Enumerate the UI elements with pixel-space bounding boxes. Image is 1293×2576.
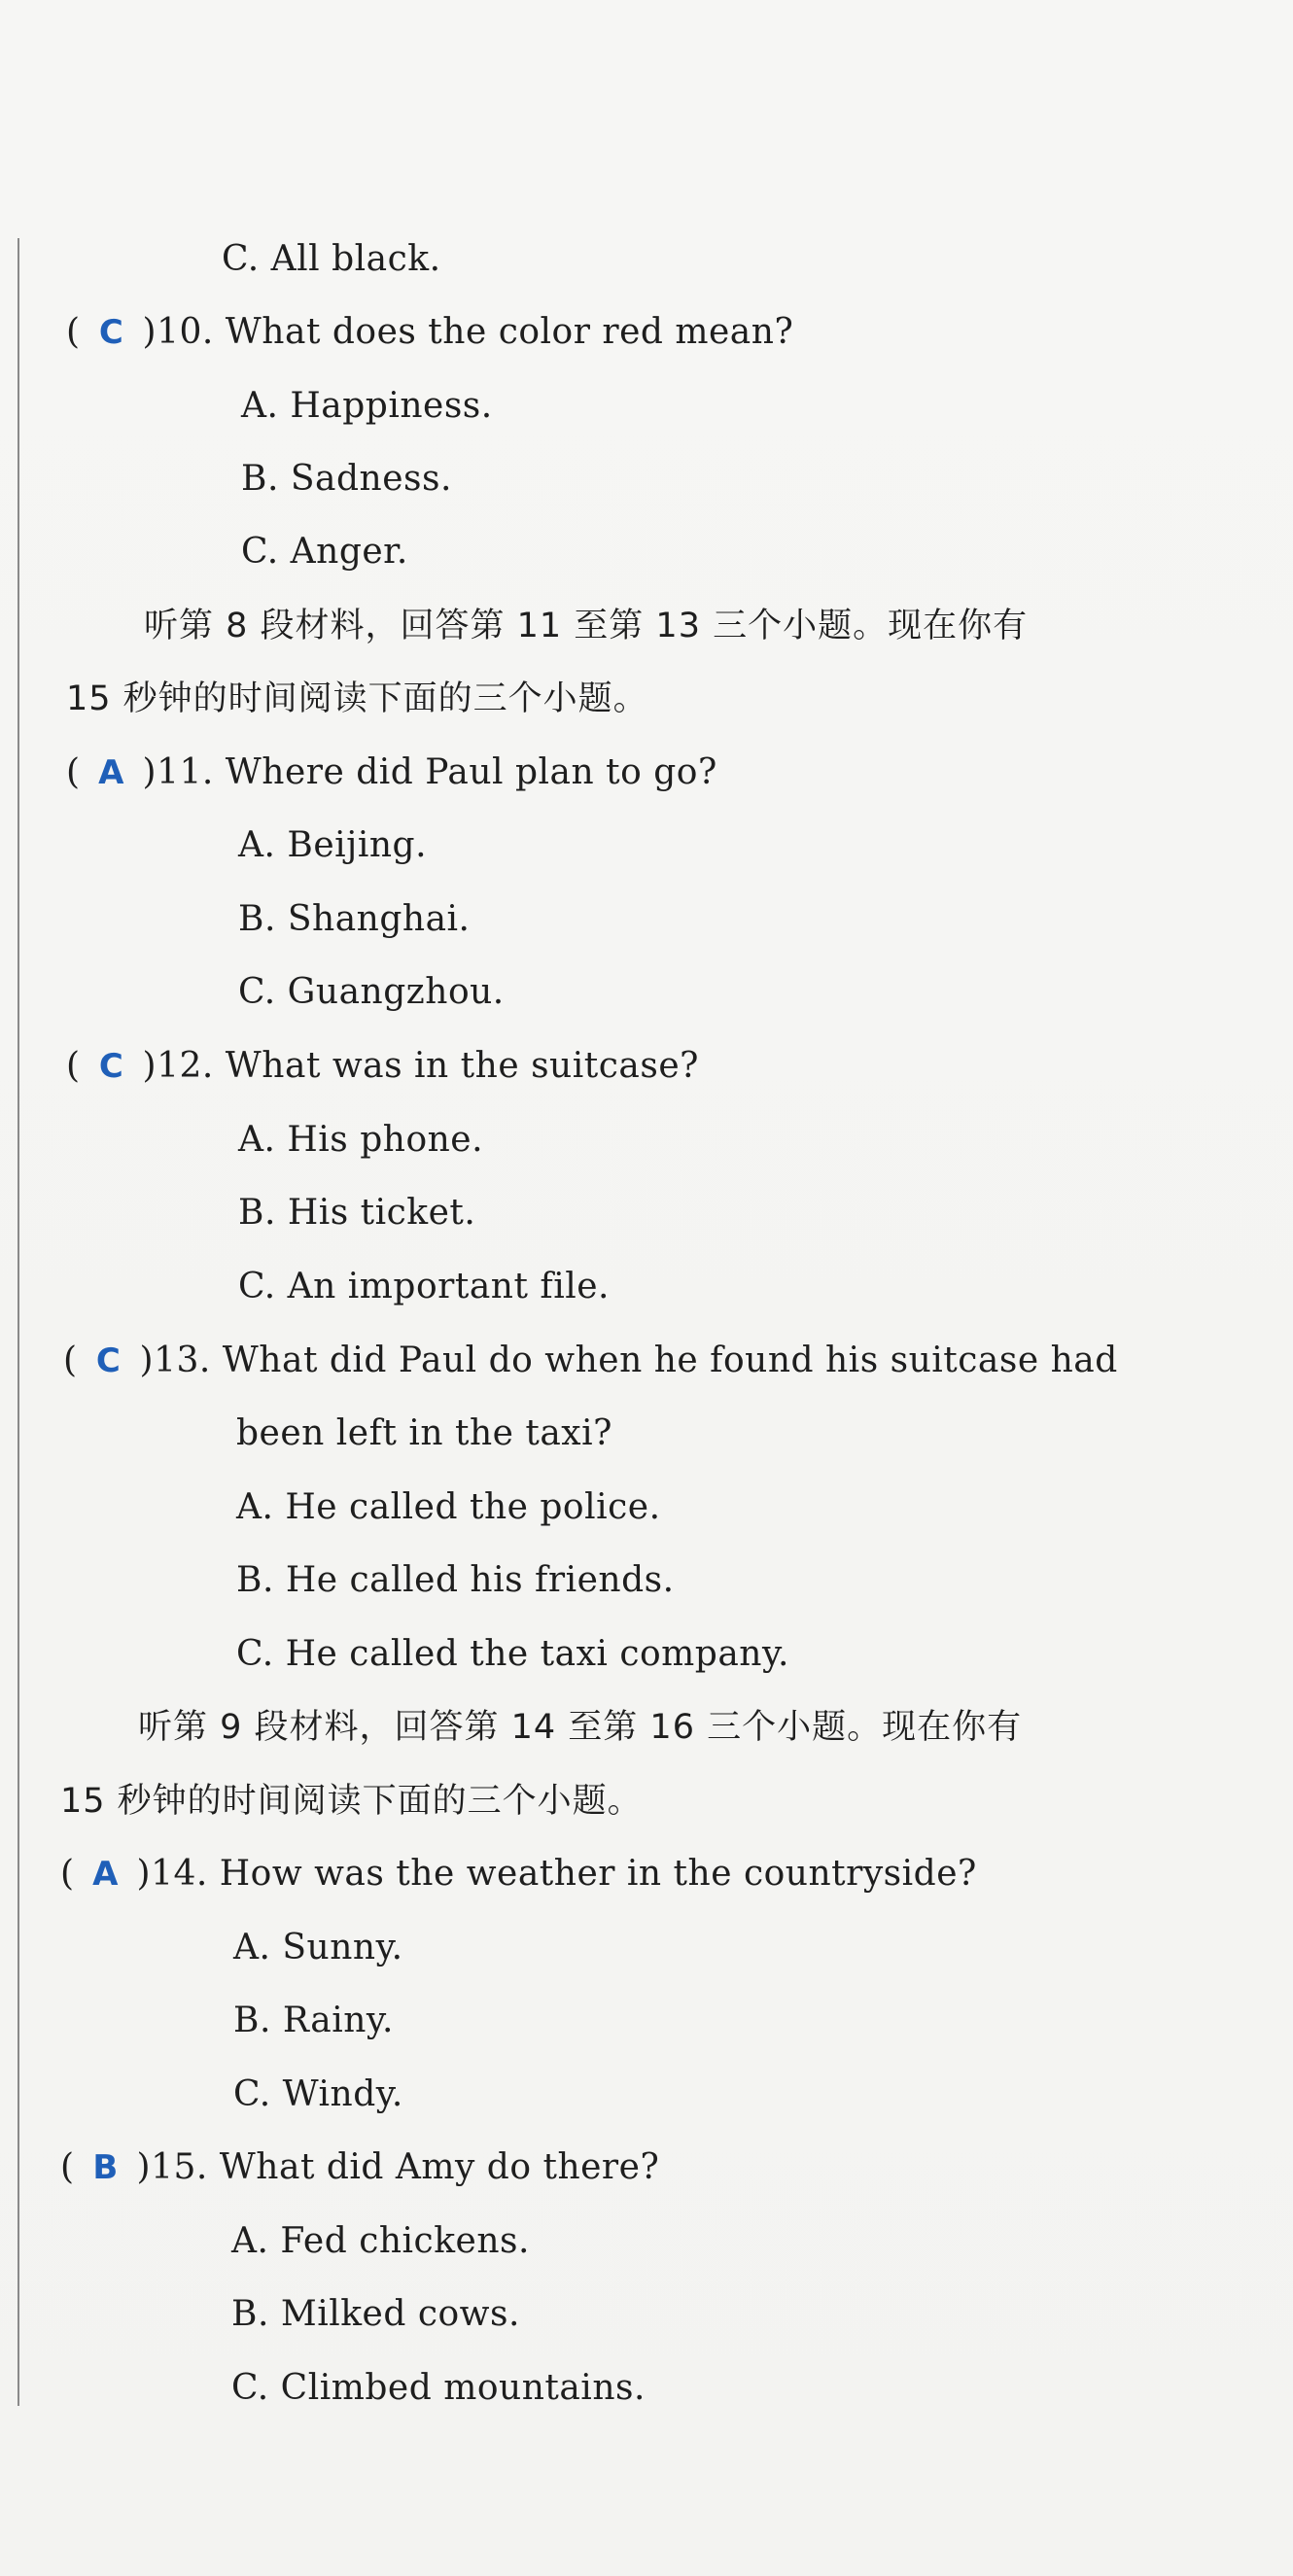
option-c-carryover: C. All black. bbox=[222, 239, 441, 279]
question-15 bbox=[60, 2146, 659, 2189]
answer-15: B bbox=[92, 2148, 119, 2187]
question-13 bbox=[63, 1340, 1118, 1382]
answer-14: A bbox=[92, 1855, 119, 1894]
question-12 bbox=[66, 1045, 699, 1088]
question-15-text: )15. What did Amy do there? bbox=[136, 2147, 660, 2187]
paren-open: ( bbox=[66, 1046, 81, 1086]
answer-12: C bbox=[98, 1047, 124, 1086]
q11-option-b: B. Shanghai. bbox=[238, 899, 471, 939]
answer-10: C bbox=[98, 313, 124, 352]
q14-option-b: B. Rainy. bbox=[233, 2001, 394, 2040]
q13-option-b: B. He called his friends. bbox=[236, 1560, 675, 1600]
question-11 bbox=[66, 751, 717, 794]
q12-option-c: C. An important file. bbox=[238, 1267, 610, 1306]
answer-13: C bbox=[95, 1341, 122, 1380]
q10-option-c: C. Anger. bbox=[241, 532, 408, 572]
q11-option-a: A. Beijing. bbox=[238, 825, 428, 865]
q12-option-a: A. His phone. bbox=[238, 1120, 484, 1160]
question-13-text-cont: been left in the taxi? bbox=[236, 1413, 612, 1453]
question-13-text: )13. What did Paul do when he found his suitcase had bbox=[139, 1340, 1118, 1380]
q14-option-c: C. Windy. bbox=[233, 2074, 403, 2114]
q15-option-b: B. Milked cows. bbox=[231, 2294, 520, 2334]
q10-option-a: A. Happiness. bbox=[241, 386, 493, 426]
answer-11: A bbox=[98, 753, 124, 792]
section-9-instruction-line1: 听第 9 段材料，回答第 14 至第 16 三个小题。现在你有 bbox=[138, 1708, 1023, 1747]
q11-option-c: C. Guangzhou. bbox=[238, 972, 505, 1012]
q14-option-a: A. Sunny. bbox=[233, 1928, 403, 1967]
section-8-instruction-line1: 听第 8 段材料，回答第 11 至第 13 三个小题。现在你有 bbox=[144, 607, 1029, 645]
question-14 bbox=[60, 1853, 977, 1896]
q13-option-a: A. He called the police. bbox=[236, 1487, 661, 1527]
question-11-text: )11. Where did Paul plan to go? bbox=[142, 752, 717, 792]
section-8-instruction-line2: 15 秒钟的时间阅读下面的三个小题。 bbox=[66, 679, 648, 718]
q15-option-c: C. Climbed mountains. bbox=[231, 2368, 646, 2408]
paren-open: ( bbox=[63, 1340, 78, 1380]
paren-open: ( bbox=[66, 312, 81, 352]
q15-option-a: A. Fed chickens. bbox=[231, 2221, 530, 2261]
q12-option-b: B. His ticket. bbox=[238, 1193, 476, 1233]
question-10 bbox=[66, 311, 793, 354]
q10-option-b: B. Sadness. bbox=[241, 459, 452, 499]
paren-open: ( bbox=[66, 752, 81, 792]
paren-open: ( bbox=[60, 1854, 75, 1894]
question-14-text: )14. How was the weather in the countryside? bbox=[136, 1854, 977, 1894]
question-10-text: )10. What does the color red mean? bbox=[142, 312, 794, 352]
margin-line bbox=[17, 238, 19, 2406]
section-9-instruction-line2: 15 秒钟的时间阅读下面的三个小题。 bbox=[60, 1782, 643, 1821]
paren-open: ( bbox=[60, 2147, 75, 2187]
question-12-text: )12. What was in the suitcase? bbox=[142, 1046, 699, 1086]
q13-option-c: C. He called the taxi company. bbox=[236, 1634, 789, 1674]
